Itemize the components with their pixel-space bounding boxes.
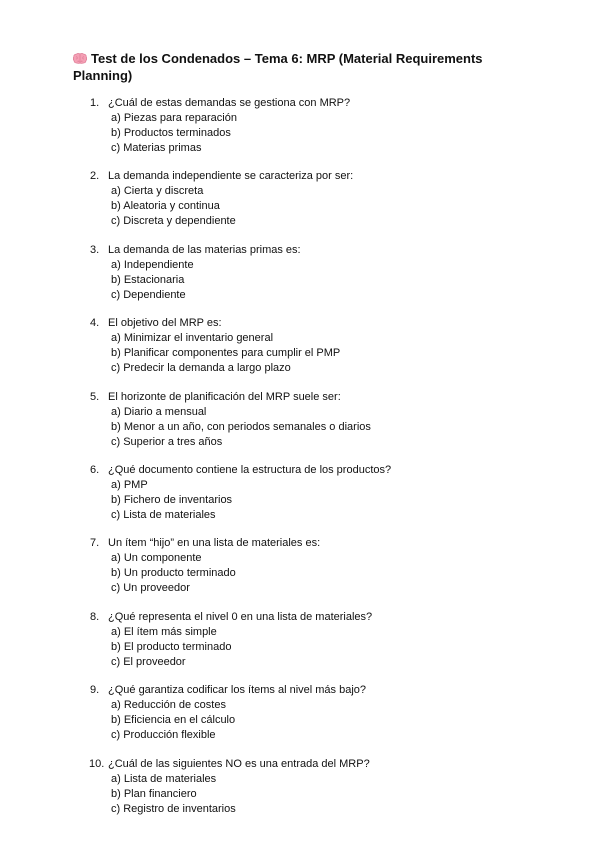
question-text: ¿Cuál de las siguientes NO es una entrada del MRP? [108, 757, 370, 770]
question-text: La demanda de las materias primas es: [108, 243, 301, 256]
question-item [0, 243, 600, 316]
option-a: a) Independiente [111, 258, 194, 271]
title-text: Test de los Condenados – Tema 6: MRP (Material Requirements Planning) [73, 51, 483, 83]
question-text: El objetivo del MRP es: [108, 317, 222, 330]
question-text: ¿Qué garantiza codificar los ítems al nivel más bajo? [108, 684, 367, 697]
option-c: c) El proveedor [111, 655, 186, 668]
option-a: a) Piezas para reparación [111, 112, 237, 124]
option-b: b) Planificar componentes para cumplir el PMP [111, 347, 341, 360]
option-a: a) Diario a mensual [111, 405, 207, 418]
question-number: 8. [90, 610, 100, 623]
question-item [0, 610, 600, 683]
option-a: a) PMP [111, 478, 148, 491]
option-c: c) Superior a tres años [111, 435, 223, 448]
option-c: c) Registro de inventarios [111, 802, 236, 815]
question-number: 1. [90, 97, 100, 109]
option-c: c) Materias primas [111, 142, 202, 154]
question-number: 10. [89, 757, 105, 770]
question-number: 9. [90, 684, 100, 697]
question-number: 5. [90, 390, 100, 403]
option-b: b) Aleatoria y continua [111, 200, 220, 213]
option-a: a) El ítem más simple [111, 625, 217, 638]
question-number: 4. [90, 317, 100, 330]
question-text: ¿Cuál de estas demandas se gestiona con MRP? [108, 97, 351, 109]
option-a: a) Reducción de costes [111, 699, 226, 712]
option-b: b) Menor a un año, con periodos semanales o diarios [111, 420, 371, 433]
option-b: b) Un producto terminado [111, 567, 236, 580]
option-c: c) Un proveedor [111, 582, 190, 595]
option-a: a) Un componente [111, 552, 202, 565]
option-c: c) Predecir la demanda a largo plazo [111, 362, 291, 375]
question-number: 7. [90, 537, 100, 550]
option-b: b) Productos terminados [111, 127, 231, 139]
option-b: b) Eficiencia en el cálculo [111, 714, 236, 727]
option-c: c) Producción flexible [111, 729, 216, 742]
question-item [0, 757, 600, 830]
brain-icon [73, 53, 87, 64]
question-item [0, 390, 600, 463]
option-b: b) Estacionaria [111, 273, 185, 286]
option-c: c) Discreta y dependiente [111, 215, 236, 228]
question-text: ¿Qué representa el nivel 0 en una lista de materiales? [108, 610, 373, 623]
question-number: 3. [90, 243, 100, 256]
question-text: ¿Qué documento contiene la estructura de los productos? [108, 463, 392, 476]
question-text: Un ítem “hijo” en una lista de materiales es: [108, 537, 321, 550]
question-number: 2. [90, 170, 100, 183]
question-number: 6. [90, 463, 100, 476]
question-item [0, 683, 600, 756]
question-item [0, 96, 600, 169]
page-title [73, 50, 543, 84]
option-b: b) Fichero de inventarios [111, 493, 233, 506]
question-text: La demanda independiente se caracteriza por ser: [108, 170, 354, 183]
question-item [0, 536, 600, 609]
option-b: b) El producto terminado [111, 640, 232, 653]
option-a: a) Lista de materiales [111, 772, 217, 785]
question-item [0, 169, 600, 242]
option-b: b) Plan financiero [111, 787, 197, 800]
option-a: a) Minimizar el inventario general [111, 332, 274, 345]
option-a: a) Cierta y discreta [111, 185, 204, 198]
question-text: El horizonte de planificación del MRP suele ser: [108, 390, 341, 403]
question-item [0, 463, 600, 536]
option-c: c) Dependiente [111, 288, 186, 301]
question-list [0, 96, 600, 830]
option-c: c) Lista de materiales [111, 508, 216, 521]
question-item [0, 316, 600, 389]
